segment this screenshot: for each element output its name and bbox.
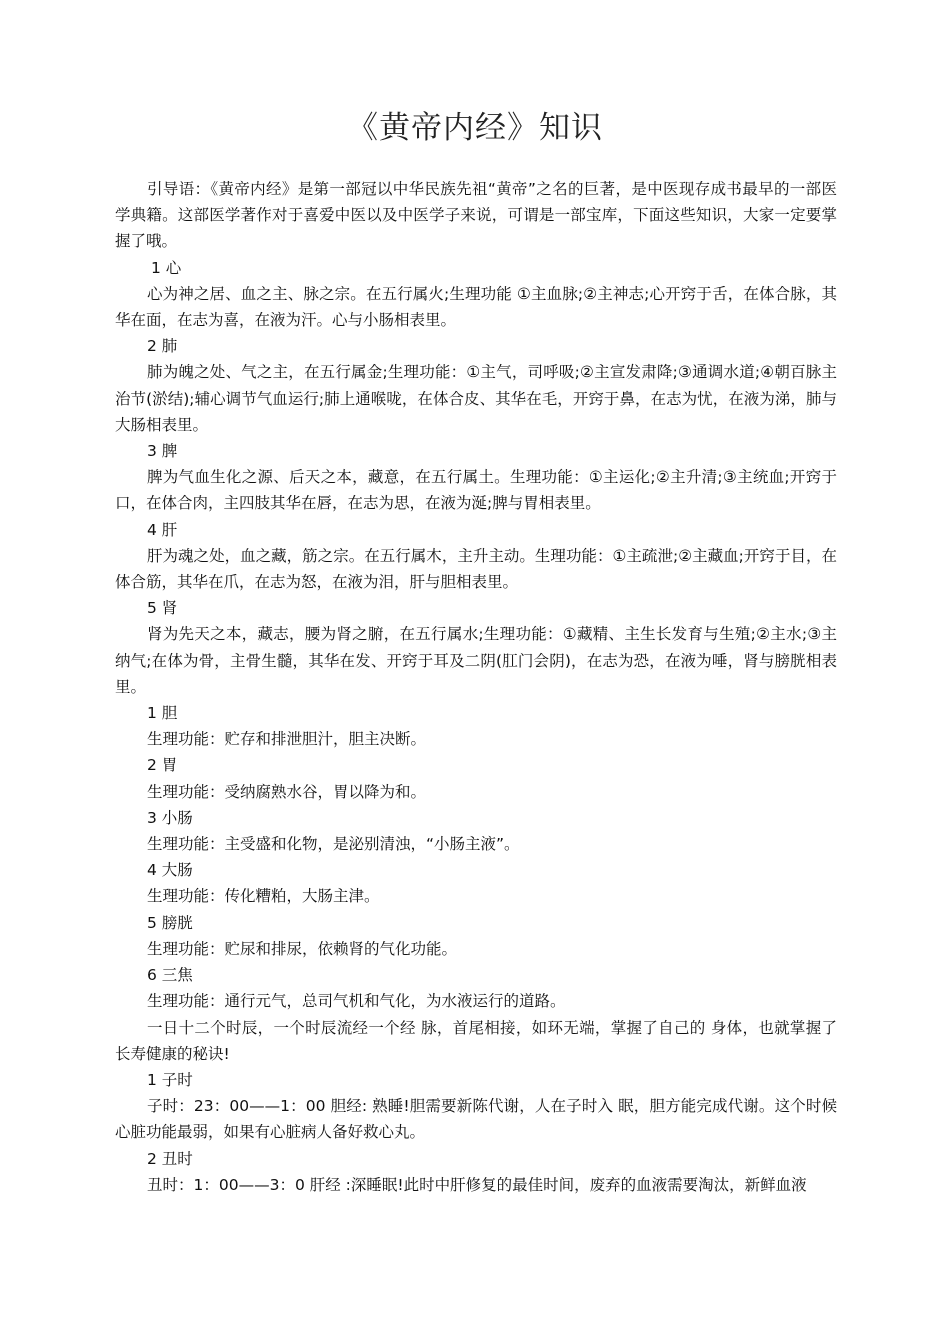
section-paragraph: 丑时：1：00——3：0 肝经 :深睡眠!此时中肝修复的最佳时间，废弃的血液需要淘汰，新鲜血液 (147, 1175, 807, 1194)
section-heading: 3 小肠 (147, 808, 193, 827)
section-heading: 5 膀胱 (147, 913, 193, 932)
section-heading: 2 胃 (147, 756, 178, 775)
section-heading: 5 肾 (147, 599, 178, 618)
section-paragraph: 生理功能：贮存和排泄胆汁，胆主决断。 (147, 730, 427, 749)
section-paragraph: 生理功能：通行元气，总司气机和气化，为水液运行的道路。 (147, 992, 566, 1011)
section-paragraph: 生理功能：受纳腐熟水谷，胃以降为和。 (147, 782, 427, 801)
section-paragraph: 生理功能：传化糟粕，大肠主津。 (147, 887, 380, 906)
section-paragraph: 肾为先天之本，藏志，腰为肾之腑，在五行属水;生理功能：①藏精、主生长发育与生殖;②主水;③主纳气;在体为骨，主骨生髓，其华在发、开窍于耳及二阴(肛门会阴)，在志为恐，在液为唾，肾与膀胱相表里。 (115, 625, 837, 696)
section-paragraph: 肺为魄之处、气之主，在五行属金;生理功能：①主气，司呼吸;②主宣发肃降;③通调水道;④朝百脉主治节(淤结);辅心调节气血运行;肺上通喉咙，在体合皮、其华在毛，开窍于鼻，在志为忧，在液为涕，肺与大肠相表里。 (115, 363, 837, 434)
hours-intro-paragraph: 一日十二个时辰，一个时辰流经一个经 脉，首尾相接，如环无端，掌握了自己的 身体，也就掌握了长寿健康的秘诀! (115, 1018, 837, 1063)
section-paragraph: 生理功能：贮尿和排尿，依赖肾的气化功能。 (147, 939, 458, 958)
intro-paragraph: 引导语：《黄帝内经》是第一部冠以中华民族先祖“黄帝”之名的巨著，是中医现存成书最早的一部医学典籍。这部医学著作对于喜爱中医以及中医学子来说，可谓是一部宝库，下面这些知识，大家一定要掌握了哦。 (115, 180, 837, 251)
section-heading: 3 脾 (147, 442, 178, 461)
section-heading: 1 胆 (147, 704, 178, 723)
section-heading: 6 三焦 (147, 966, 193, 985)
section-heading: 1 子时 (147, 1070, 193, 1089)
section-paragraph: 肝为魂之处，血之藏，筋之宗。在五行属木，主升主动。生理功能：①主疏泄;②主藏血;开窍于目，在体合筋，其华在爪，在志为怒，在液为泪，肝与胆相表里。 (115, 546, 837, 592)
section-paragraph: 心为神之居、血之主、脉之宗。在五行属火;生理功能 ①主血脉;②主神志;心开窍于舌，在体合脉，其华在面，在志为喜，在液为汗。心与小肠相表里。 (115, 284, 837, 330)
section-heading: 2 肺 (147, 337, 178, 356)
section-paragraph: 生理功能：主受盛和化物，是泌别清浊，“小肠主液”。 (147, 835, 520, 854)
section-heading: 1 心 (151, 258, 182, 277)
document-body (115, 176, 837, 1198)
section-paragraph: 脾为气血生化之源、后天之本，藏意，在五行属土。生理功能：①主运化;②主升清;③主统血;开窍于口，在体合肉，主四肢其华在唇，在志为思，在液为涎;脾与胃相表里。 (115, 468, 837, 513)
section-paragraph: 子时：23：00——1：00 胆经: 熟睡!胆需要新陈代谢，人在子时入 眠，胆方能完成代谢。这个时候心脏功能最弱，如果有心脏病人备好救心丸。 (115, 1097, 837, 1142)
section-heading: 4 肝 (147, 520, 178, 539)
page-title: 《黄帝内经》知识 (347, 110, 603, 146)
section-heading: 4 大肠 (147, 861, 193, 880)
section-heading: 2 丑时 (147, 1149, 193, 1168)
